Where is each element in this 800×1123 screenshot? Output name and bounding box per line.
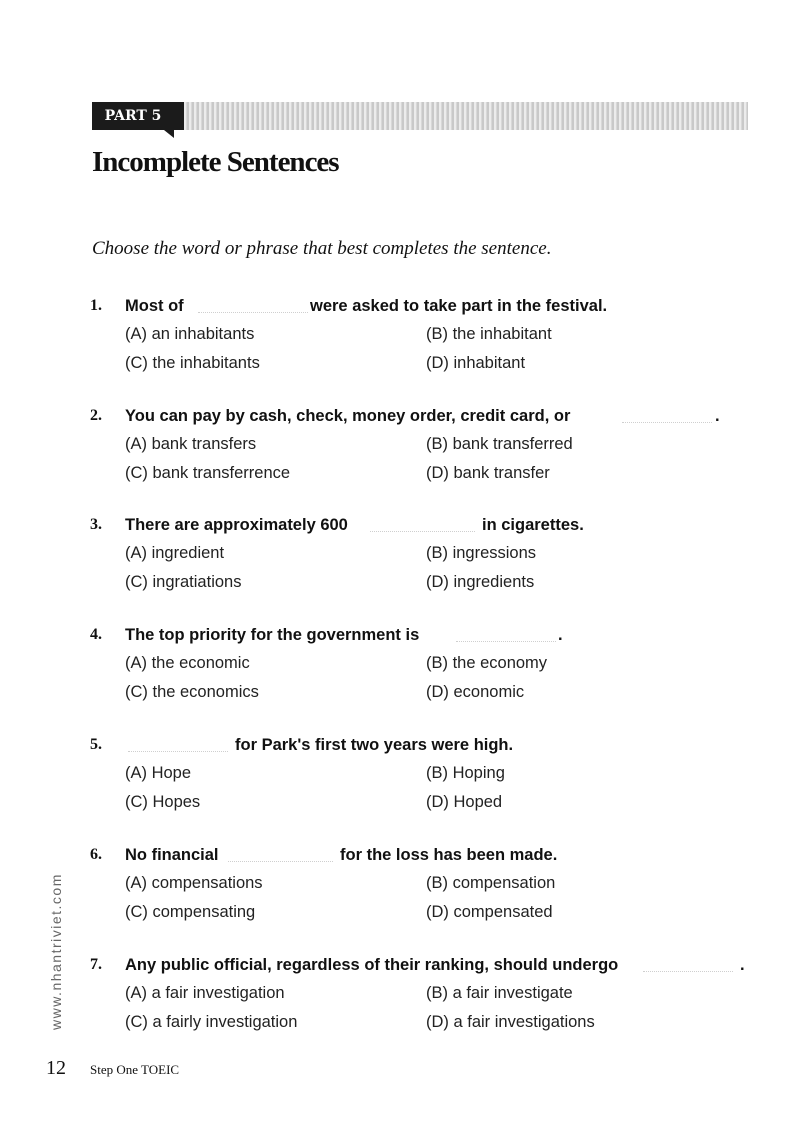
publisher-url: www.nhantriviet.com [48,873,64,1030]
question-number: 2. [90,407,102,424]
question-4 [90,620,760,701]
question-line [90,510,760,540]
question-text: Most of [125,297,184,315]
question-text: You can pay by cash, check, money order, credit card, or [125,407,571,425]
question-1 [90,291,760,372]
question-tail: . [558,626,563,644]
answer-blank [370,531,475,532]
option-c[interactable]: (C) the inhabitants [125,354,260,372]
part-label: PART 5 [104,108,162,124]
instruction-text: Choose the word or phrase that best completes the sentence. [92,238,552,259]
option-d[interactable]: (D) economic [426,683,525,701]
question-6 [90,840,760,921]
option-c[interactable]: (C) ingratiations [125,573,242,591]
question-2 [90,401,760,482]
question-number: 5. [90,736,102,753]
question-tail: were asked to take part in the festival. [310,297,608,315]
option-b[interactable]: (B) bank transferred [426,435,573,453]
question-3 [90,510,760,591]
option-c[interactable]: (C) Hopes [125,793,201,811]
question-line [90,401,760,431]
option-a[interactable]: (A) Hope [125,764,192,782]
question-number: 7. [90,956,102,973]
question-text: There are approximately 600 [125,516,348,534]
question-number: 3. [90,516,102,533]
option-a[interactable]: (A) a fair investigation [125,984,285,1002]
part-tab [92,102,184,130]
question-7 [90,950,760,1031]
option-d[interactable]: (D) inhabitant [426,354,526,372]
question-line [90,730,760,760]
option-d[interactable]: (D) compensated [426,903,553,921]
option-d[interactable]: (D) bank transfer [426,464,550,482]
option-a[interactable]: (A) ingredient [125,544,225,562]
question-text: Any public official, regardless of their ranking, should undergo [125,956,619,974]
option-c[interactable]: (C) a fairly investigation [125,1013,298,1031]
answer-blank [622,422,712,423]
question-line [90,620,760,650]
option-b[interactable]: (B) compensation [426,874,556,892]
question-text: The top priority for the government is [125,626,420,644]
option-c[interactable]: (C) the economics [125,683,259,701]
option-a[interactable]: (A) an inhabitants [125,325,255,343]
option-a[interactable]: (A) bank transfers [125,435,257,453]
question-tail: . [715,407,720,425]
question-tail: for the loss has been made. [340,846,558,864]
answer-blank [128,751,228,752]
question-line [90,291,760,321]
option-d[interactable]: (D) a fair investigations [426,1013,595,1031]
book-title: Step One TOEIC [90,1062,180,1077]
question-number: 6. [90,846,102,863]
answer-blank [198,312,308,313]
question-line [90,950,760,980]
option-b[interactable]: (B) a fair investigate [426,984,573,1002]
option-d[interactable]: (D) Hoped [426,793,503,811]
section-title: Incomplete Sentences [92,146,339,178]
part-header-bar [92,102,748,130]
question-line [90,840,760,870]
question-number: 1. [90,297,102,314]
answer-blank [228,861,333,862]
option-b[interactable]: (B) the inhabitant [426,325,552,343]
answer-blank [456,641,556,642]
question-number: 4. [90,626,102,643]
answer-blank [643,971,733,972]
question-tail: in cigarettes. [482,516,584,534]
option-b[interactable]: (B) Hoping [426,764,505,782]
option-c[interactable]: (C) compensating [125,903,256,921]
option-b[interactable]: (B) ingressions [426,544,537,562]
question-tail: for Park's first two years were high. [235,736,514,754]
option-a[interactable]: (A) the economic [125,654,250,672]
option-c[interactable]: (C) bank transferrence [125,464,291,482]
option-d[interactable]: (D) ingredients [426,573,535,591]
question-text: No financial [125,846,219,864]
question-tail: . [740,956,745,974]
option-a[interactable]: (A) compensations [125,874,263,892]
page-number: 12 [46,1057,66,1079]
question-5 [90,730,760,811]
option-b[interactable]: (B) the economy [426,654,548,672]
